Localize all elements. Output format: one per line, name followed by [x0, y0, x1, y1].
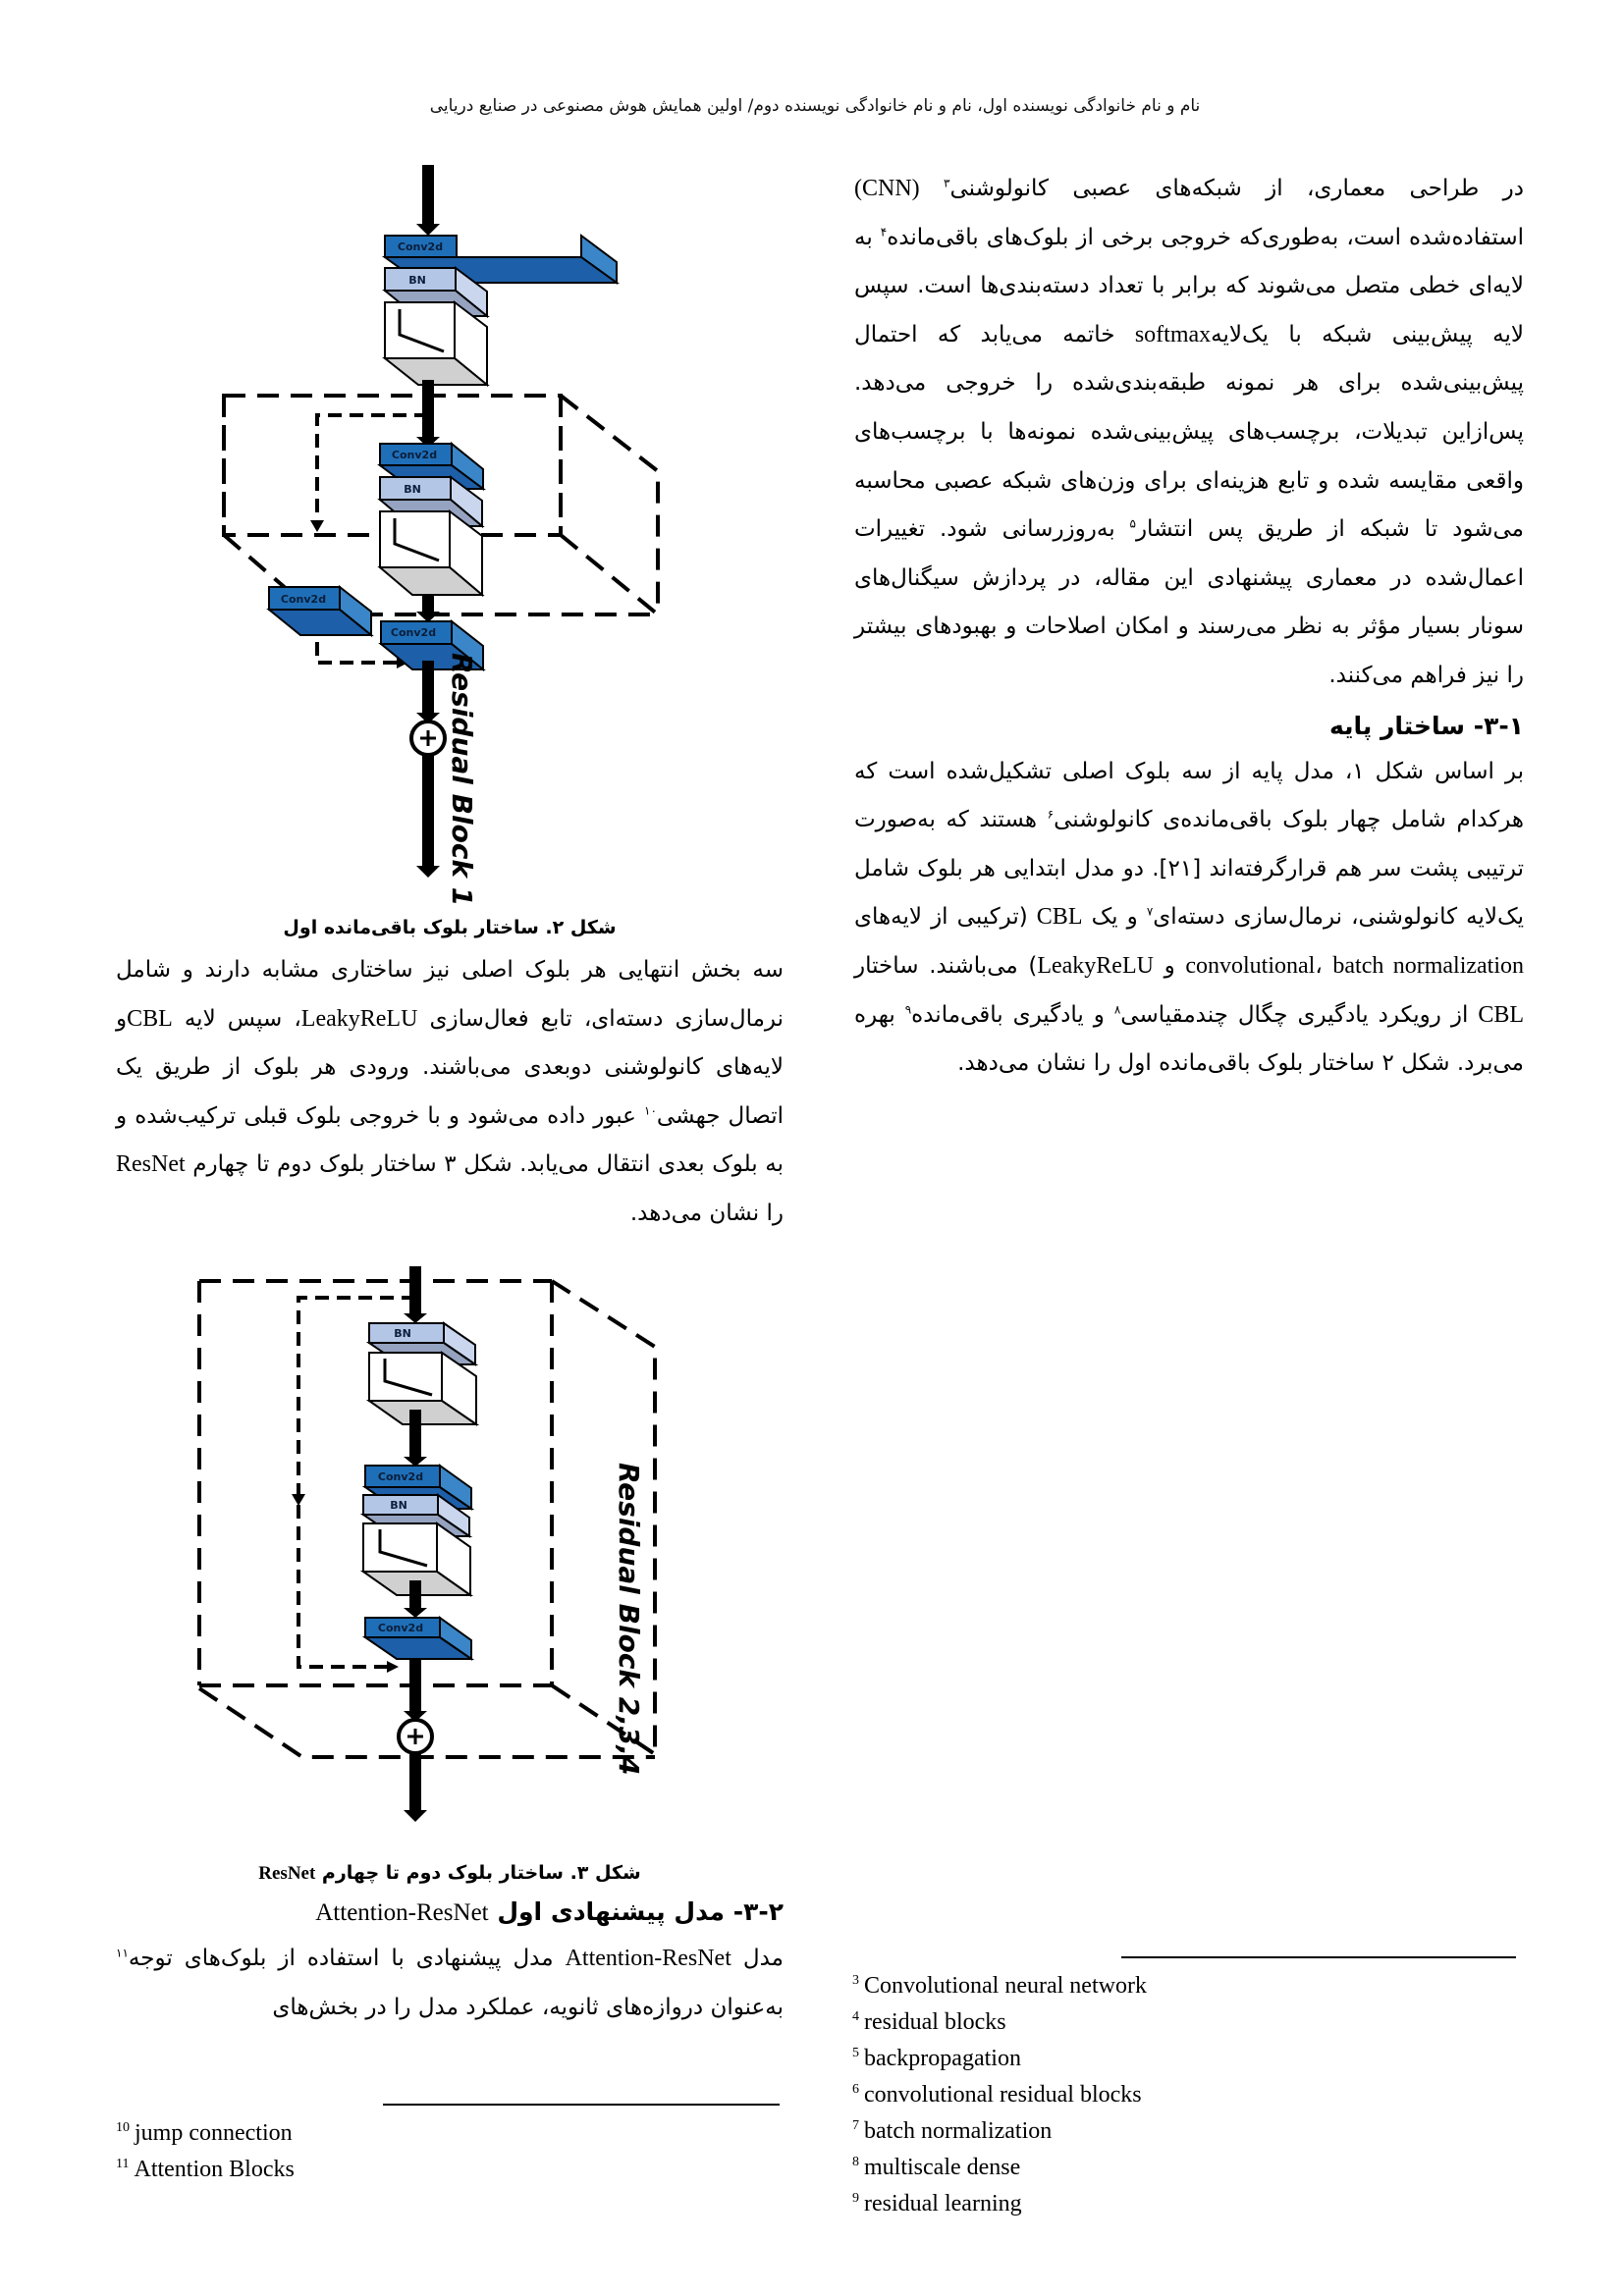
input-arrow	[416, 165, 440, 236]
running-header: نام و نام خانوادگی نویسنده اول، نام و نام خانوادگی نویسنده دوم/ اولین همایش هوش مصنوعی در صنایع دریایی	[429, 96, 1201, 116]
figure-3-block-label: Residual Block 2,3,4	[613, 1463, 645, 1776]
right-column	[854, 165, 1524, 1089]
footnote-number: 6	[852, 2082, 859, 2097]
footnote	[852, 2002, 1147, 2038]
latin-term: convolutional	[1185, 952, 1316, 979]
latin-term: Attention-ResNet	[565, 1946, 731, 1971]
text-run: خاتمه می‌یابد که احتمال پیش‌بینی‌شده برای هر نمونه طبقه‌بندی‌شده را خروجی می‌دهد. پس‌ازاین تبدیلات، برچسب‌های پیش‌بینی‌شده نمونه‌ها با برچسب‌های واقعی مقایسه شده و تابع هزینه‌ای برای وزن‌های شبکه عصبی محاسبه می‌شود تا شبکه از طریق پس انتشار	[854, 321, 1524, 543]
text-run: استفاده‌شده است، به‌طوری‌که خروجی برخی از بلوک‌های باقی‌مانده	[887, 224, 1524, 250]
final-blocks-paragraph	[116, 946, 784, 1239]
figure-3-caption-latin: ResNet	[258, 1863, 316, 1884]
section-heading-attention-resnet	[116, 1891, 784, 1935]
conv2d-label: Conv2d	[390, 626, 437, 639]
text-run: (ترکیبی از لایه‌های	[854, 904, 1037, 931]
footnote-text: convolutional residual blocks	[864, 2082, 1142, 2108]
text-run: از رویکرد یادگیری چگال چندمقیاسی	[1120, 1001, 1479, 1028]
text-run: ،	[1315, 952, 1333, 979]
latin-term: CBL	[127, 1005, 173, 1032]
text-run: و لایه‌های کانولوشنی دوبعدی می‌باشند. ورودی هر بلوک از طریق یک اتصال جهشی	[116, 1005, 785, 1129]
figure-2-caption: شکل ۲. ساختار بلوک باقی‌مانده اول	[283, 917, 617, 938]
footnote	[116, 2112, 295, 2149]
left-column	[116, 913, 784, 1239]
section-heading-base-structure: ۳-۱- ساختار پایه	[1329, 711, 1524, 740]
footnote	[852, 1965, 1147, 2002]
figure-2-flow	[196, 550, 687, 903]
figure-3-caption-fa: شکل ۳. ساختار بلوک دوم تا چهارم	[315, 1862, 641, 1884]
conv2d-label: Conv2d	[391, 449, 438, 461]
text-run: بهره می‌برد. شکل ۲ ساختار بلوک باقی‌مانده اول را نشان می‌دهد.	[854, 1001, 1524, 1077]
bn-label: BN	[394, 1327, 411, 1340]
footnote-text: backpropagation	[864, 2046, 1021, 2071]
footnote-number: 7	[852, 2118, 859, 2133]
latin-term: CBL	[1478, 1001, 1525, 1028]
figure-3-caption	[116, 1858, 784, 1889]
footnote-number: 3	[852, 1973, 859, 1988]
text-run	[920, 176, 944, 201]
conv2d-label: Conv2d	[397, 240, 444, 253]
footnote-rule-right	[1121, 1956, 1516, 1958]
footnote-text: jump connection	[135, 2120, 293, 2146]
latin-term: CBL	[1036, 904, 1083, 931]
footnote-text: batch normalization	[864, 2118, 1053, 2144]
text-run: به لایه‌ای خطی متصل می‌شوند که برابر با تعداد دسته‌بندی‌ها است. سپس لایه پیش‌بینی شبکه با یک‌لایه	[854, 224, 1524, 347]
footnote-text: Attention Blocks	[134, 2157, 295, 2182]
latin-term: LeakyReLU	[1037, 952, 1154, 979]
conv2d-label: Conv2d	[377, 1470, 424, 1483]
footnote-text: residual blocks	[864, 2009, 1006, 2035]
text-run: در طراحی معماری، از شبکه‌های عصبی کانولوشنی	[949, 176, 1525, 201]
footnote-number: 11	[116, 2157, 130, 2171]
bn-label: BN	[404, 483, 421, 496]
heading-fa: ۳-۲- مدل پیشنهادی اول	[488, 1897, 784, 1926]
text-run: ، سپس لایه	[172, 1005, 301, 1032]
footnote-marker: ۹	[904, 1001, 912, 1016]
conv2d-label: Conv2d	[377, 1622, 424, 1634]
footnote-marker: ۷	[1146, 904, 1154, 919]
latin-term: softmax	[1134, 321, 1212, 347]
footnote-number: 5	[852, 2046, 859, 2060]
intro-paragraph	[854, 165, 1524, 701]
footnote-marker: ۵	[1129, 516, 1136, 531]
figure-2-block-label: Residual Block 1	[446, 653, 478, 907]
input-arrow	[404, 1266, 427, 1323]
footnote-marker: ۴	[880, 224, 888, 239]
latin-term: LeakyReLU	[300, 1005, 418, 1032]
heading-latin: Attention-ResNet	[315, 1899, 489, 1926]
footnote	[116, 2149, 295, 2185]
footnote	[852, 2147, 1147, 2183]
text-run: به‌روزرسانی شود. تغییرات اعمال‌شده در معماری پیشنهادی این مقاله، در پردازش سیگنال‌های سونار بسیار مؤثر به نظر می‌رسند و امکان اصلاحات و بهبودهای بیشتر را نیز فراهم می‌کنند.	[854, 516, 1524, 688]
footnote-text: Convolutional neural network	[864, 1973, 1147, 1999]
text-run: هستند که به‌صورت ترتیبی پشت سر هم قرارگرفته‌اند [۲۱]. دو مدل ابتدایی هر بلوک شامل یک‌لایه کانولوشنی، نرمال‌سازی دسته‌ای	[854, 807, 1524, 931]
text-run: را نشان می‌دهد.	[629, 1200, 784, 1226]
text-run: بر اساس شکل ۱، مدل پایه از سه بلوک اصلی تشکیل‌شده است که هرکدام شامل چهار بلوک باقی‌مانده‌ی کانولوشنی	[854, 758, 1525, 833]
footnote-number: 4	[852, 2009, 859, 2024]
footnote-number: 10	[116, 2120, 130, 2135]
footnote-marker: ۸	[1113, 1001, 1121, 1016]
text-run: و یک	[1082, 904, 1147, 931]
attention-resnet-paragraph	[116, 1935, 784, 2032]
left-column-lower	[116, 1858, 784, 2032]
footnote-number: 9	[852, 2191, 859, 2206]
footnotes-left	[116, 2112, 295, 2185]
text-run: ) می‌باشند. ساختار	[854, 952, 1038, 979]
footnote	[852, 2183, 1147, 2219]
text-run: عبور داده می‌شود و با خروجی بلوک قبلی ترکیب‌شده و به بلوک بعدی انتقال می‌یابد. شکل ۳ ساختار بلوک دوم تا چهارم	[116, 1102, 784, 1178]
footnote-text: multiscale dense	[864, 2155, 1021, 2180]
footnotes-right	[852, 1965, 1147, 2219]
conv2d-label: Conv2d	[280, 593, 327, 606]
footnote	[852, 2110, 1147, 2147]
text-run: و یادگیری باقی‌مانده	[911, 1001, 1114, 1028]
text-run: و	[1153, 952, 1186, 979]
latin-term: ResNet	[116, 1151, 186, 1178]
text-run: سه بخش انتهایی هر بلوک اصلی نیز ساختاری مشابه دارند و شامل نرمال‌سازی دسته‌ای، تابع فعال‌سازی	[116, 957, 784, 1032]
footnote	[852, 2038, 1147, 2074]
footnote-number: 8	[852, 2155, 859, 2169]
footnote-marker: ۱۰	[644, 1103, 657, 1118]
text-run: مدل پیشنهادی با استفاده از بلوک‌های توجه	[128, 1946, 566, 1971]
footnote-rule-left	[383, 2104, 780, 2106]
text-run: به‌عنوان دروازه‌های ثانویه، عملکرد مدل را در بخش‌های	[272, 1994, 784, 2020]
base-structure-paragraph	[854, 748, 1524, 1089]
latin-term: (CNN)	[854, 176, 920, 201]
leaky-relu-activation	[385, 302, 487, 385]
bn-label: BN	[408, 274, 426, 287]
footnote-marker: ۳	[944, 176, 950, 190]
footnote-text: residual learning	[864, 2191, 1022, 2216]
footnote	[852, 2074, 1147, 2110]
footnote-marker: ۶	[1047, 807, 1055, 822]
latin-term: batch normalization	[1332, 952, 1525, 979]
bn-label: BN	[390, 1499, 407, 1512]
text-run: مدل	[731, 1946, 784, 1971]
footnote-marker: ۱۱	[116, 1946, 129, 1960]
